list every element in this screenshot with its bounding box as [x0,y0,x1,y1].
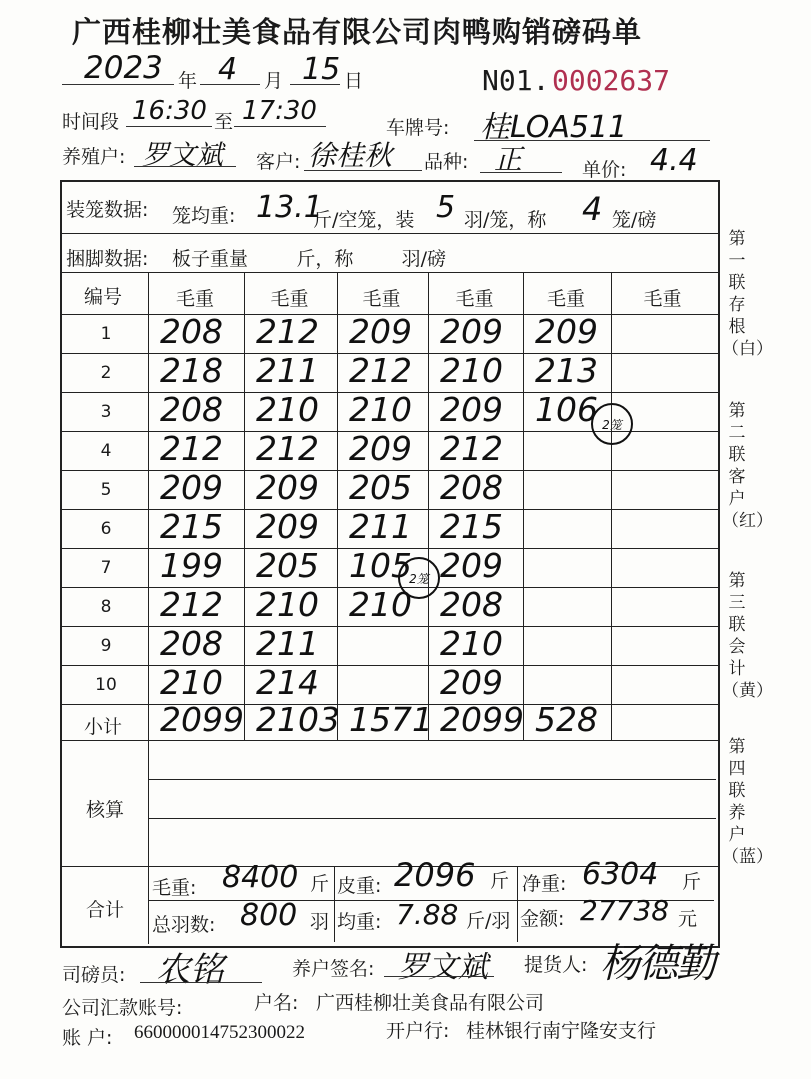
customer-value: 徐桂秋 [308,139,393,172]
avg-total-value: 7.88 [396,898,459,931]
weight-cell: 212 [160,585,223,624]
pickup-signature: 杨德勤 [600,941,714,987]
weight-cell: 213 [535,351,598,390]
form-title: 广西桂柳壮美食品有限公司肉鸭购销磅码单 [72,15,643,49]
row-number: 6 [100,519,112,539]
year-value: 2023 [84,50,163,86]
grid-line [60,740,718,741]
account-number-label: 账 户: [62,1027,113,1049]
weight-cell: 211 [349,507,412,546]
row-number: 10 [95,675,117,695]
weight-cell: 210 [256,390,319,429]
cage-text-4: 笼/磅 [612,209,657,231]
time-to-label: 至 [214,111,234,133]
plate-value: 桂LOA511 [480,110,628,145]
weight-cell: 208 [160,390,223,429]
cage-text-3: 羽/笼，称 [464,209,547,231]
weight-cell: 212 [256,312,319,351]
time-from: 16:30 [132,96,207,126]
weight-cell: 212 [256,429,319,468]
subtotal-cell: 528 [535,700,598,739]
col-header-gross-weight: 毛重 [362,288,401,310]
serial-number: 0002637 [552,64,671,97]
row-number: 7 [100,558,112,578]
month-label: 月 [264,70,284,92]
plate-label: 车牌号: [386,117,450,139]
weight-cell: 209 [349,429,412,468]
subtotal-cell: 2099 [440,700,524,739]
price-label: 单价: [582,159,627,181]
serial-prefix: N01. [482,64,550,97]
weight-cell: 209 [440,546,503,585]
tare-total-value: 2096 [394,856,476,894]
count-total-label: 总羽数: [152,914,216,936]
grid-line [244,272,245,740]
net-total-label: 净重: [522,873,567,895]
breed-label: 品种: [424,151,469,173]
row-number: 4 [100,441,112,461]
weight-cell: 210 [349,585,412,624]
grid-line [148,779,716,780]
amount-total-unit: 元 [678,908,698,930]
copy-note: 第一联存根（白） [722,229,773,359]
row-number: 2 [100,363,112,383]
weight-cell: 209 [440,390,503,429]
gross-total-value: 8400 [222,860,299,895]
grid-line [148,272,149,740]
grid-line [523,272,524,740]
weight-cell: 208 [160,624,223,663]
grid-line [60,665,718,666]
weight-cell: 212 [349,351,412,390]
circled-cage-note: 2笼 [398,557,440,599]
pickup-label: 提货人: [524,954,588,976]
weight-cell: 210 [160,663,223,702]
weight-cell: 209 [349,312,412,351]
avg-total-label: 均重: [337,911,382,933]
row-number: 8 [100,597,112,617]
count-total-unit: 羽 [310,911,330,933]
grid-line [611,272,612,740]
check-label: 核算 [86,799,125,821]
weight-cell: 214 [256,663,319,702]
gross-total-unit: 斤 [310,873,330,895]
grid-line [337,272,338,740]
copy-note: 第二联客户（红） [722,401,773,531]
weight-cell: 209 [440,312,503,351]
amount-total-value: 27738 [580,894,670,927]
grid-line [60,626,718,627]
farmer-label: 养殖户: [62,146,126,168]
net-total-value: 6304 [582,857,659,892]
subtotal-cell: 1571 [349,700,433,739]
account-name-label: 户名: [254,992,299,1014]
weight-cell: 208 [440,585,503,624]
weight-cell: 205 [349,468,412,507]
price-value: 4.4 [650,143,698,178]
tie-label: 捆脚数据: [66,248,149,270]
amount-total-label: 金额: [520,908,565,930]
day-label: 日 [344,70,364,92]
weight-cell: 209 [535,312,598,351]
weight-cell: 209 [440,663,503,702]
account-title: 公司汇款账号: [62,997,183,1019]
weight-cell: 211 [256,624,319,663]
day-value: 15 [302,52,341,87]
grid-line [148,818,716,819]
net-total-unit: 斤 [682,871,702,893]
cage-avg-value: 13.1 [256,190,323,225]
grid-line [148,740,149,944]
time-label: 时间段 [62,111,120,133]
copy-note: 第四联养户（蓝） [722,737,773,867]
weight-cell: 209 [256,468,319,507]
breed-value: 正 [494,143,523,176]
col-header-no: 编号 [84,286,123,308]
weight-cell: 210 [349,390,412,429]
year-label: 年 [178,70,198,92]
cage-avg-label: 笼均重: [172,205,236,227]
col-header-gross-weight: 毛重 [176,288,215,310]
weight-cell: 212 [160,429,223,468]
weight-cell: 210 [256,585,319,624]
weight-cell: 209 [160,468,223,507]
cage-per-value: 5 [436,190,456,225]
weight-cell: 106 [535,390,598,429]
bank-name: 桂林银行南宁隆安支行 [466,1020,657,1042]
total-label: 合计 [86,899,125,921]
weight-cell: 210 [440,351,503,390]
copy-note: 第三联会计（黄） [722,571,773,701]
col-header-gross-weight: 毛重 [455,288,494,310]
row-number: 9 [100,636,112,656]
weight-cell: 215 [160,507,223,546]
farmer-signature: 罗文斌 [398,950,488,985]
bank-label: 开户行: [386,1020,450,1042]
weight-cell: 215 [440,507,503,546]
weight-cell: 208 [160,312,223,351]
weight-cell: 212 [440,429,503,468]
account-name: 广西桂柳壮美食品有限公司 [316,992,545,1014]
weigher-signature: 农铭 [156,950,224,990]
cage-text-2: 斤/空笼，装 [313,209,415,231]
farmer-sign-label: 养户签名: [292,958,375,980]
tare-total-unit: 斤 [490,870,510,892]
subtotal-cell: 2103 [256,700,340,739]
row-number: 1 [100,324,112,344]
weight-cell: 209 [256,507,319,546]
weight-cell: 208 [440,468,503,507]
tare-total-label: 皮重: [337,875,382,897]
subtotal-label: 小计 [84,716,123,738]
grid-line [428,272,429,740]
cage-label: 装笼数据: [66,199,149,221]
row-number: 3 [100,402,112,422]
weight-cell: 210 [440,624,503,663]
time-to: 17:30 [242,96,317,126]
avg-total-unit: 斤/羽 [466,910,511,932]
tie-text: 板子重量 斤，称 羽/磅 [172,248,447,270]
col-header-gross-weight: 毛重 [643,288,682,310]
weight-cell: 205 [256,546,319,585]
subtotal-cell: 2099 [160,700,244,739]
col-header-gross-weight: 毛重 [547,288,586,310]
row-number: 5 [100,480,112,500]
farmer-value: 罗文斌 [142,140,223,171]
weight-cell: 105 [349,546,412,585]
gross-total-label: 毛重: [152,877,197,899]
col-header-gross-weight: 毛重 [270,288,309,310]
customer-label: 客户: [256,151,301,173]
cage-count-value: 4 [582,190,603,228]
weigher-label: 司磅员: [62,964,126,986]
weight-cell: 199 [160,546,223,585]
weight-cell: 218 [160,351,223,390]
circled-cage-note: 2笼 [591,403,633,445]
account-number: 660000014752300022 [134,1022,305,1043]
weight-cell: 211 [256,351,319,390]
month-value: 4 [218,52,238,87]
count-total-value: 800 [240,898,298,933]
